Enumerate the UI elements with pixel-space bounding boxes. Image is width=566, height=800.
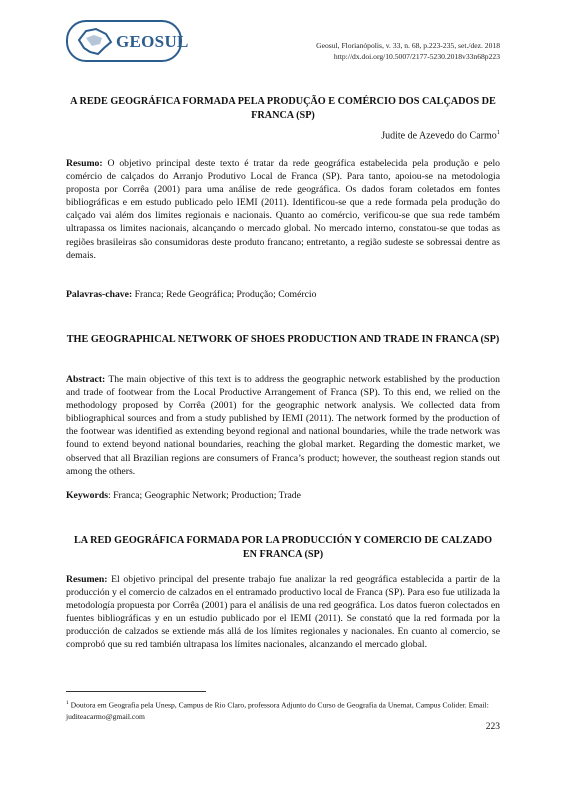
abstract-en — [66, 373, 500, 478]
footnote-divider — [66, 691, 206, 692]
keywords-pt-label: Palavras-chave: — [66, 289, 133, 300]
page-number: 223 — [485, 722, 500, 732]
journal-citation — [316, 40, 500, 62]
footnote-text: Doutora em Geografia pela Unesp, Campus de Rio Claro, professora Adjunto do Curso de Geografia da Unemat, Campus Colider. Email: juditeacarmo@gmail.com — [66, 700, 489, 721]
keywords-en — [66, 489, 500, 502]
abstract-pt — [66, 157, 500, 262]
author-name-text: Judite de Azevedo do Carmo — [381, 130, 497, 142]
author-name — [381, 129, 500, 141]
map-icon — [76, 26, 114, 58]
footnote — [66, 698, 500, 722]
abstract-es-text: El objetivo principal del presente trabajo fue analizar la red geográfica establecida a partir de la producción y el comercio de calzados en el entramado productivo local de Franca (SP). Para eso fue utilizada la metodología propuesta por Corrêa (2001) para el análisis de una red geográfica. Los datos fueron colectados en fuentes bibliográficas y en un estudio publicado por el IEMI (2011). Se constató que la red formada por la producción de calzados se extiende más allá de los límites regionales y nacionales. En cuanto al comercio, se comprobó que su red también ultrapasa los límites nacionales, alcanzando el mercado global. — [66, 574, 500, 651]
logo-text: GEOSUL — [116, 32, 189, 51]
title-en: THE GEOGRAPHICAL NETWORK OF SHOES PRODUCTION AND TRADE IN FRANCA (SP) — [66, 334, 500, 345]
keywords-en-text: : Franca; Geographic Network; Production; Trade — [107, 490, 301, 501]
journal-issue: Geosul, Florianópolis, v. 33, n. 68, p.223-235, set./dez. 2018 — [316, 41, 500, 50]
keywords-pt — [66, 288, 500, 301]
abstract-es-label: Resumen: — [66, 574, 108, 585]
abstract-pt-text: O objetivo principal deste texto é tratar da rede geográfica estabelecida pela produção e pelo comércio de calçados do Arranjo Produtivo Local de Franca (SP). Para tanto, apoiou-se na metodologia proposta por Corrêa (2001) para uma análise de rede geográfica. Os dados foram coletados em fontes bibliográficas e em estudo publicado pelo IEMI (2011). Identificou-se que a rede formada pela produção do calçado vai além dos limites regionais e nacionais. Quanto ao comércio, verificou-se que sua rede também ultrapassa os limites nacionais, alcançando o mercado global. No mercado interno, constatou-se que todas as regiões brasileiras são consumidoras deste produto francano; entretanto, a região sudeste se sobressai dentre as demais. — [66, 158, 500, 261]
journal-logo — [66, 20, 189, 62]
abstract-pt-label: Resumo: — [66, 158, 103, 169]
abstract-en-label: Abstract: — [66, 374, 106, 385]
footnote-mark: 1 — [66, 700, 69, 706]
title-es: LA RED GEOGRÁFICA FORMADA POR LA PRODUCCIÓN Y COMERCIO DE CALZADO EN FRANCA (SP) — [73, 535, 493, 560]
title-pt: A REDE GEOGRÁFICA FORMADA PELA PRODUÇÃO E COMÉRCIO DOS CALÇADOS DE FRANCA (SP) — [70, 96, 496, 121]
keywords-en-label: Keywords — [66, 490, 108, 501]
abstract-es — [66, 573, 500, 652]
doi-link[interactable]: http://dx.doi.org/10.5007/2177-5230.2018v33n68p223 — [333, 52, 500, 61]
author-footnote-mark: 1 — [496, 129, 500, 136]
abstract-en-text: The main objective of this text is to address the geographic network established by the production and trade of footwear from the Local Productive Arrangement of Franca (SP). To this end, we relied on the methodology proposed by Corrêa (2001) for the geographic network analysis. We collected data from bibliographical sources and from a study published by IEMI (2011). The network formed by the production of the footwear was identified as extending beyond regional and national boundaries, while the trade network was found to extend beyond national boundaries, reaching the global market. Regarding the domestic market, we observed that all Brazilian regions are consumers of Franca’s product; however, the southeast region stands out among the others. — [66, 374, 500, 477]
keywords-pt-text: Franca; Rede Geográfica; Produção; Comércio — [132, 289, 317, 300]
